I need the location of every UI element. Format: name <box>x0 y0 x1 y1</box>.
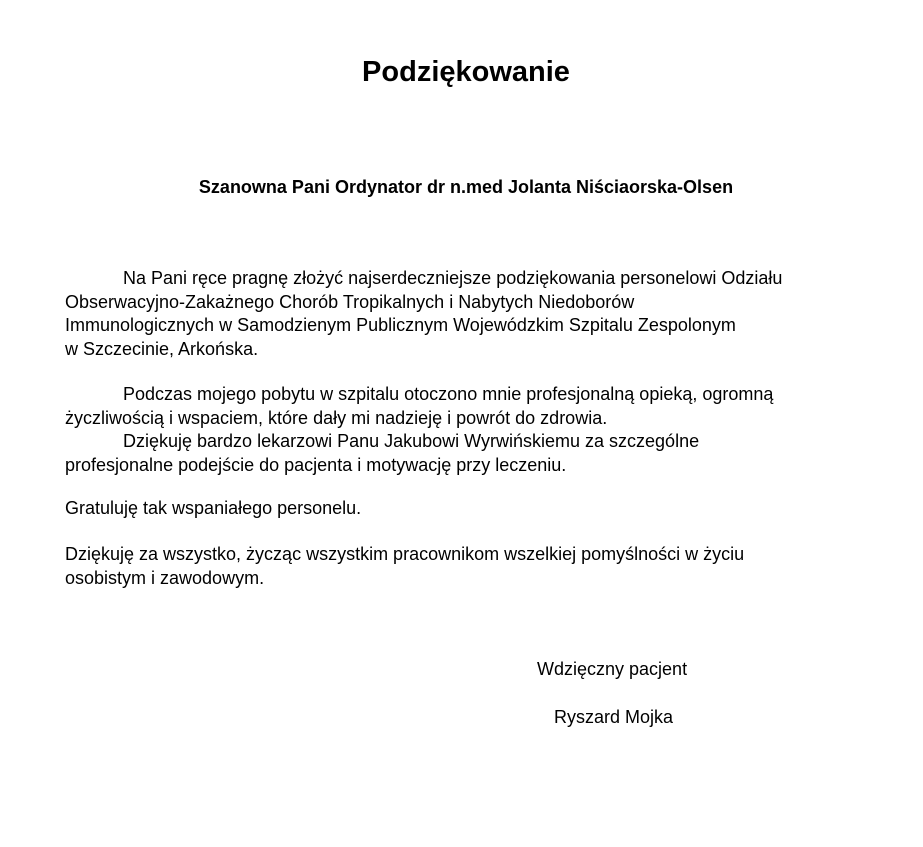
paragraph-congratulations <box>65 497 885 521</box>
salutation: Szanowna Pani Ordynator dr n.med Jolanta Niściaorska-Olsen <box>198 177 734 197</box>
paragraph-line: Dziękuję za wszystko, życząc wszystkim pracownikom wszelkiej pomyślności w życiu <box>65 544 745 564</box>
paragraph-line: Gratuluję tak wspaniałego personelu. <box>65 498 362 518</box>
paragraph-line: życzliwością i wspaciem, które dały mi nadzieję i powrót do zdrowia. <box>65 407 608 428</box>
signature-name: Ryszard Mojka <box>554 707 674 727</box>
paragraph-stay <box>65 383 885 477</box>
letter-title: Podziękowanie <box>362 56 570 88</box>
paragraph-line: Na Pani ręce pragnę złożyć najserdeczniejsze podziękowania personelowi Odziału <box>123 268 783 288</box>
paragraph-line: Immunologicznych w Samodzienym Publicznym Wojewódzkim Szpitalu Zespolonym <box>65 315 736 335</box>
paragraph-line: osobistym i zawodowym. <box>65 567 265 588</box>
paragraph-thanks-ward <box>65 267 885 361</box>
paragraph-line: Dziękuję bardzo lekarzowi Panu Jakubowi Wyrwińskiemu za szczególne <box>123 431 700 451</box>
paragraph-line: Obserwacyjno-Zakażnego Chorób Tropikalnych i Nabytych Niedoborów <box>65 291 635 312</box>
closing-phrase: Wdzięczny pacjent <box>537 659 688 679</box>
paragraph-line: profesjonalne podejście do pacjenta i motywację przy leczeniu. <box>65 454 567 475</box>
paragraph-line: w Szczecinie, Arkońska. <box>65 338 259 359</box>
paragraph-line: Podczas mojego pobytu w szpitalu otoczono mnie profesjonalną opieką, ogromną <box>123 384 774 404</box>
paragraph-wishes <box>65 543 885 590</box>
